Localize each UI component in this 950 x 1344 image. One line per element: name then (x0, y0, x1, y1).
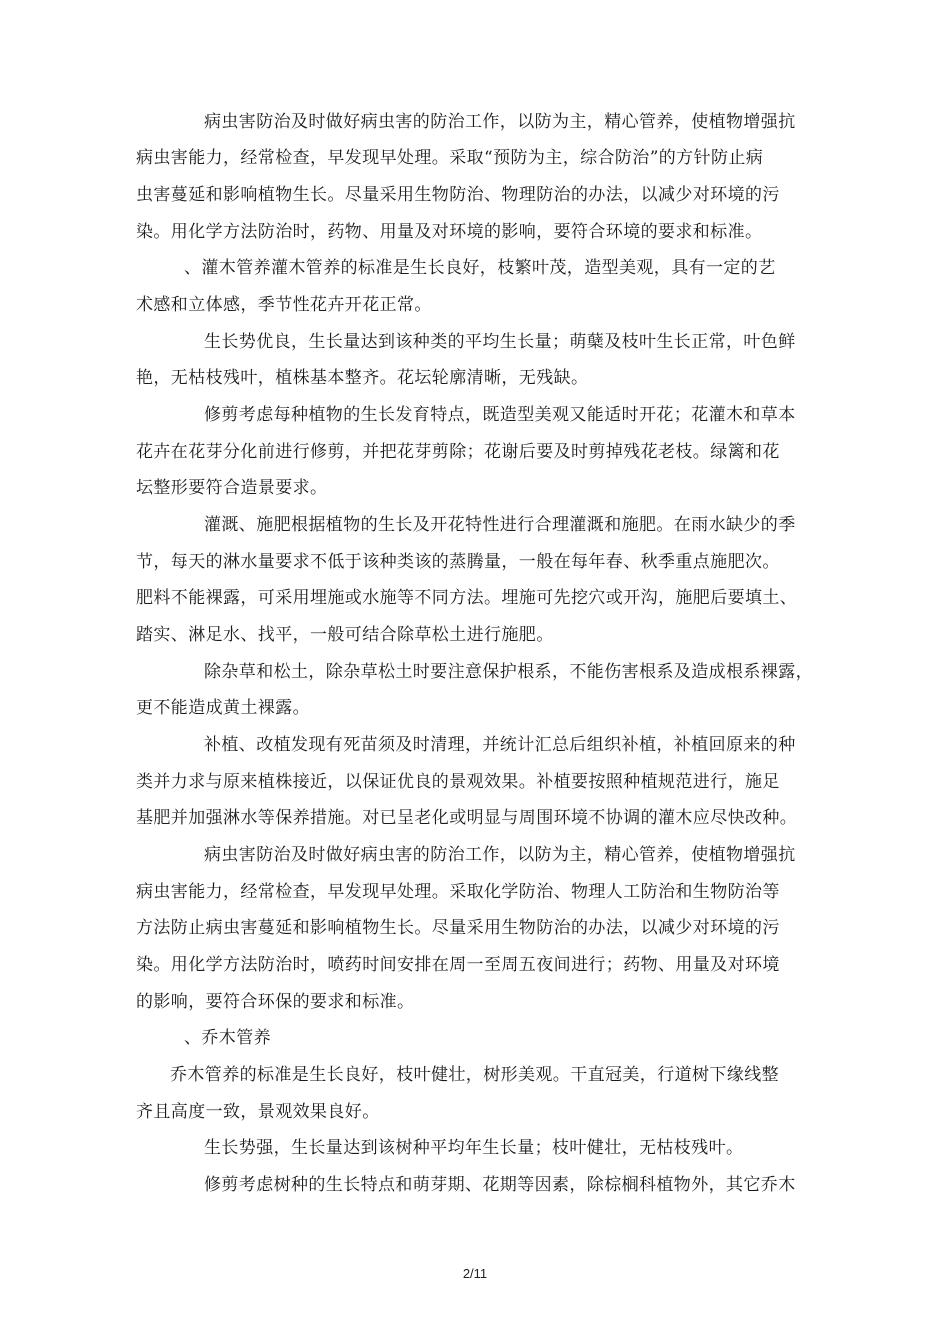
text-line: 虫害蔓延和影响植物生长。尽量采用生物防治、物理防治的办法，以减少对环境的污 (136, 185, 780, 205)
text-line: 坛整形要符合造景要求。 (136, 478, 328, 498)
text-line: 齐且高度一致，景观效果良好。 (136, 1102, 380, 1122)
text-line: 类并力求与原来植株接近，以保证优良的景观效果。补植要按照种植规范进行，施足 (136, 772, 780, 792)
text-line: 病虫害能力，经常检查，早发现早处理。采取“预防为主，综合防治”的方针防止病 (136, 148, 764, 168)
text-line: 病虫害防治及时做好病虫害的防治工作，以防为主，精心管养，使植物增强抗 (204, 112, 796, 132)
text-line: 节，每天的淋水量要求不低于该种类该的蒸腾量，一般在每年春、秋季重点施肥次。 (136, 552, 780, 572)
text-line: 灌溉、施肥根据植物的生长及开花特性进行合理灌溉和施肥。在雨水缺少的季 (204, 515, 796, 535)
text-line: 踏实、淋足水、找平，一般可结合除草松土进行施肥。 (136, 625, 554, 645)
text-line: 肥料不能裸露，可采用埋施或水施等不同方法。埋施可先挖穴或开沟，施肥后要填土、 (136, 588, 798, 608)
text-line: 病虫害能力，经常检查，早发现早处理。采取化学防治、物理人工防治和生物防治等 (136, 882, 780, 902)
text-line: 艳，无枯枝残叶，植株基本整齐。花坛轮廓清晰，无残缺。 (136, 368, 589, 388)
text-line: 修剪考虑每种植物的生长发育特点，既造型美观又能适时开花；花灌木和草本 (204, 405, 796, 425)
page-number: 2/11 (462, 1266, 488, 1281)
text-line: 更不能造成黄土裸露。 (136, 698, 310, 718)
text-line: 基肥并加强淋水等保养措施。对已呈老化或明显与周围环境不协调的灌木应尽快改种。 (136, 808, 798, 828)
text-line: 生长势优良，生长量达到该种类的平均生长量；萌蘖及枝叶生长正常，叶色鲜 (204, 332, 796, 352)
section-heading-trees: 、乔木管养 (184, 1028, 271, 1048)
text-line: 染。用化学方法防治时，喷药时间安排在周一至周五夜间进行；药物、用量及对环境 (136, 955, 780, 975)
text-line: 生长势强，生长量达到该树种平均年生长量；枝叶健壮，无枯枝残叶。 (204, 1138, 744, 1158)
text-line: 的影响，要符合环保的要求和标准。 (136, 992, 415, 1012)
text-line: 花卉在花芽分化前进行修剪，并把花芽剪除；花谢后要及时剪掉残花老枝。绿篱和花 (136, 442, 780, 462)
text-line: 染。用化学方法防治时，药物、用量及对环境的影响，要符合环境的要求和标准。 (136, 222, 763, 242)
text-line: 修剪考虑树种的生长特点和萌芽期、花期等因素，除棕榈科植物外，其它乔木 (204, 1175, 796, 1195)
text-line: 补植、改植发现有死苗须及时清理，并统计汇总后组织补植，补植回原来的种 (204, 735, 796, 755)
section-heading-shrubs: 、灌木管养灌木管养的标准是生长良好，枝繁叶茂，造型美观，具有一定的艺 (184, 258, 776, 278)
text-line: 病虫害防治及时做好病虫害的防治工作，以防为主，精心管养，使植物增强抗 (204, 845, 796, 865)
text-line: 术感和立体感，季节性花卉开花正常。 (136, 295, 432, 315)
text-line: 方法防止病虫害蔓延和影响植物生长。尽量采用生物防治的办法，以减少对环境的污 (136, 918, 780, 938)
text-line: 乔木管养的标准是生长良好，枝叶健壮，树形美观。干直冠美，行道树下缘线整 (170, 1065, 779, 1085)
text-line: 除杂草和松土，除杂草松土时要注意保护根系，不能伤害根系及造成根系裸露， (204, 662, 813, 682)
